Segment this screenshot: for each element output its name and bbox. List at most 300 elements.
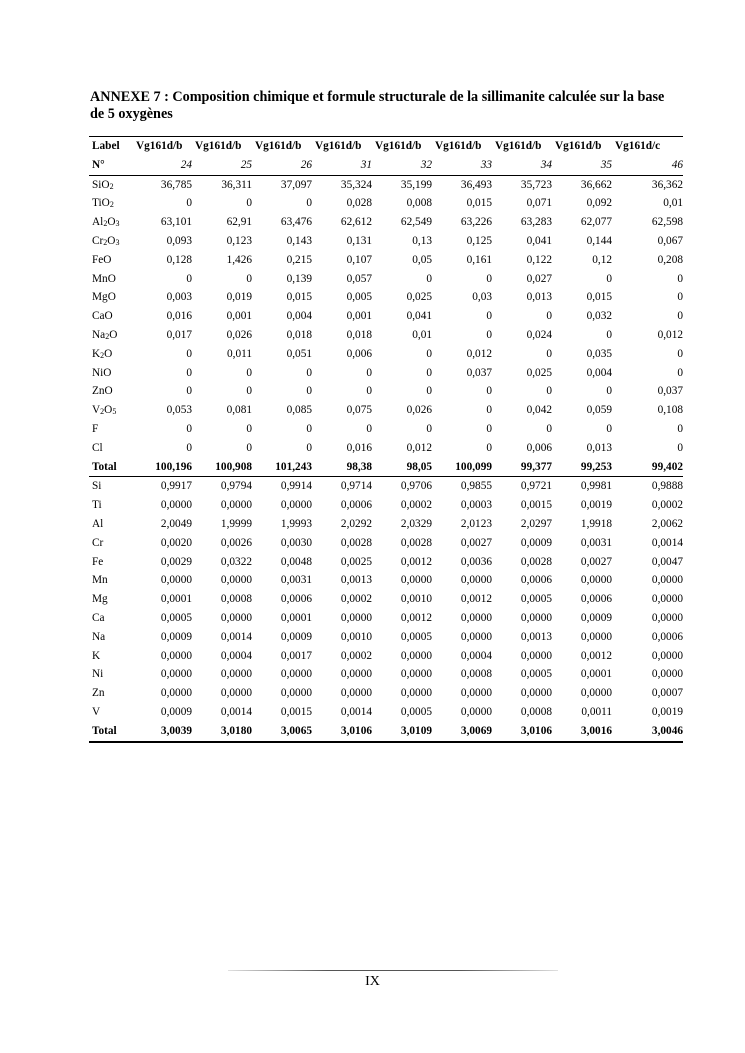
row-label: $K_2O$	[92, 347, 113, 360]
column-number: 33	[432, 156, 492, 175]
table-cell: 0,0006	[340, 499, 372, 512]
table-cell: 0,011	[227, 347, 252, 360]
table-cell: 0,0000	[400, 649, 432, 662]
table-cell: 0	[546, 347, 552, 360]
table-cell: 0,0030	[280, 536, 312, 549]
table-cell: 0	[186, 441, 192, 454]
table-cell: 0,092	[586, 197, 612, 210]
table-cell: 36,362	[651, 178, 683, 191]
table-cell: 0,0000	[340, 687, 372, 700]
table-cell: 0,0000	[280, 687, 312, 700]
table-row	[89, 458, 683, 477]
table-cell: 0,0000	[220, 668, 252, 681]
table-cell: 0,0031	[280, 574, 312, 587]
table-cell: 0,0011	[581, 705, 612, 718]
column-label: Vg161d/b	[192, 137, 252, 156]
table-cell: 0,071	[526, 197, 552, 210]
table-cell: 3,0180	[192, 722, 252, 742]
table-cell: 0	[246, 385, 252, 398]
table-cell: 0,067	[657, 234, 683, 247]
table-cell: 0	[186, 366, 192, 379]
table-cell: 0	[546, 422, 552, 435]
table-cell: 0,0002	[400, 499, 432, 512]
table-cell: 0,037	[466, 366, 492, 379]
table-cell: 0,0036	[460, 555, 492, 568]
table-cell: 0,0048	[280, 555, 312, 568]
table-cell: 0,053	[166, 404, 192, 417]
table-cell: 0,108	[657, 404, 683, 417]
table-cell: 0,0002	[651, 499, 683, 512]
table-row	[89, 477, 683, 496]
table-cell: 0,0000	[520, 611, 552, 624]
table-cell: 0	[246, 197, 252, 210]
row-label: Ca	[92, 611, 105, 624]
row-label: Si	[92, 480, 102, 493]
column-label: Vg161d/b	[372, 137, 432, 156]
table-cell: 1,9918	[580, 517, 612, 530]
column-label: Vg161d/c	[612, 137, 683, 156]
footer-divider	[228, 970, 558, 971]
table-cell: 0,0014	[340, 705, 372, 718]
table-cell: 0,0006	[280, 593, 312, 606]
table-cell: 0,161	[466, 253, 492, 266]
table-cell: 0,208	[657, 253, 683, 266]
header-row-labels	[89, 137, 683, 156]
table-cell: 0,0012	[580, 649, 612, 662]
table-cell: 0	[366, 385, 372, 398]
table-cell: 0,026	[226, 328, 252, 341]
column-label: Vg161d/b	[312, 137, 372, 156]
table-cell: 0,025	[526, 366, 552, 379]
table-cell: 0,0007	[651, 687, 683, 700]
row-label: Al	[92, 517, 104, 530]
table-cell: 0,0005	[400, 705, 432, 718]
table-row	[89, 345, 683, 364]
table-row	[89, 288, 683, 307]
table-cell: 0,004	[586, 366, 612, 379]
table-row	[89, 270, 683, 289]
table-cell: 36,493	[460, 178, 492, 191]
row-label: Fe	[92, 555, 104, 568]
table-cell: 0,0027	[460, 536, 492, 549]
table-cell: 0	[246, 272, 252, 285]
table-cell: 0,9794	[220, 480, 252, 493]
table-cell: 0	[186, 347, 192, 360]
table-cell: 0,0005	[160, 611, 192, 624]
table-row	[89, 515, 683, 534]
table-cell: 0	[606, 272, 612, 285]
table-cell: 0,9714	[340, 480, 372, 493]
column-number: 32	[372, 156, 432, 175]
table-cell: 0,0000	[160, 574, 192, 587]
table-cell: 62,91	[226, 216, 252, 229]
row-label: Total	[89, 722, 133, 742]
table-cell: 0,0029	[160, 555, 192, 568]
table-cell: 0,0000	[280, 499, 312, 512]
table-cell: 0,0015	[520, 499, 552, 512]
table-cell: 0	[486, 272, 492, 285]
table-cell: 0,0000	[340, 611, 372, 624]
table-cell: 0,025	[406, 291, 432, 304]
table-cell: 0	[426, 385, 432, 398]
table-cell: 0,0014	[220, 705, 252, 718]
table-row	[89, 590, 683, 609]
table-cell: 0,0012	[400, 555, 432, 568]
table-cell: 0	[426, 366, 432, 379]
table-cell: 0,019	[226, 291, 252, 304]
table-cell: 36,662	[580, 178, 612, 191]
table-row	[89, 420, 683, 439]
table-cell: 0	[186, 422, 192, 435]
table-cell: 0,075	[346, 404, 372, 417]
table-cell: 0,0008	[460, 668, 492, 681]
table-cell: 0,081	[226, 404, 252, 417]
table-row	[89, 364, 683, 383]
row-label: F	[92, 422, 99, 435]
table-cell: 0,9888	[651, 480, 683, 493]
table-cell: 0,0000	[340, 668, 372, 681]
table-cell: 0,0025	[340, 555, 372, 568]
table-cell: 0,0000	[651, 668, 683, 681]
table-cell: 100,196	[133, 458, 192, 477]
table-cell: 62,598	[651, 216, 683, 229]
table-cell: 0	[606, 328, 612, 341]
table-cell: 0,0000	[280, 668, 312, 681]
row-label: NiO	[92, 366, 112, 379]
table-cell: 0,093	[166, 234, 192, 247]
table-row	[89, 326, 683, 345]
table-cell: 0,12	[592, 253, 612, 266]
table-cell: 0,0000	[580, 630, 612, 643]
table-cell: 0,024	[526, 328, 552, 341]
table-row	[89, 553, 683, 572]
table-cell: 0,037	[657, 385, 683, 398]
table-cell: 35,324	[340, 178, 372, 191]
table-cell: 0,042	[526, 404, 552, 417]
table-cell: 2,0292	[340, 517, 372, 530]
table-cell: 0,0004	[220, 649, 252, 662]
row-label: Mn	[92, 574, 108, 587]
table-cell: 0	[546, 310, 552, 323]
table-cell: 0,143	[286, 234, 312, 247]
table-cell: 0	[606, 385, 612, 398]
table-row	[89, 628, 683, 647]
table-cell: 3,0069	[432, 722, 492, 742]
table-cell: 0,0020	[160, 536, 192, 549]
table-row	[89, 609, 683, 628]
table-cell: 0,0009	[280, 630, 312, 643]
table-cell: 0,0000	[160, 668, 192, 681]
table-cell: 0,0002	[340, 649, 372, 662]
table-cell: 0,027	[526, 272, 552, 285]
table-cell: 3,0016	[552, 722, 612, 742]
table-cell: 0,0008	[520, 705, 552, 718]
row-label: Cr	[92, 536, 104, 549]
table-cell: 0,9917	[160, 480, 192, 493]
table-cell: 0	[366, 422, 372, 435]
row-label: $Cr_2O_3$	[92, 234, 120, 247]
table-cell: 0,0026	[220, 536, 252, 549]
column-number: 35	[552, 156, 612, 175]
table-cell: 0	[486, 422, 492, 435]
table-cell: 0,05	[412, 253, 432, 266]
table-cell: 62,077	[580, 216, 612, 229]
table-cell: 0,0000	[580, 687, 612, 700]
table-row	[89, 307, 683, 326]
table-row	[89, 722, 683, 742]
table-cell: 63,476	[280, 216, 312, 229]
table-cell: 3,0046	[612, 722, 683, 742]
table-cell: 0,003	[166, 291, 192, 304]
table-cell: 0,01	[412, 328, 432, 341]
table-cell: 0,0027	[580, 555, 612, 568]
composition-table	[89, 136, 683, 743]
table-cell: 99,377	[492, 458, 552, 477]
table-cell: 0,0000	[400, 687, 432, 700]
row-label: MgO	[92, 291, 116, 304]
row-label: Cl	[92, 441, 103, 454]
table-cell: 0	[677, 291, 683, 304]
table-cell: 0	[186, 197, 192, 210]
table-cell: 0,215	[286, 253, 312, 266]
row-label: Zn	[92, 687, 105, 700]
row-label: K	[92, 649, 101, 662]
table-cell: 0,0047	[651, 555, 683, 568]
table-cell: 0,018	[346, 328, 372, 341]
column-number: 25	[192, 156, 252, 175]
table-cell: 0,026	[406, 404, 432, 417]
table-cell: 0,0000	[651, 593, 683, 606]
table-cell: 0,041	[526, 234, 552, 247]
table-cell: 0	[486, 328, 492, 341]
table-cell: 0,144	[586, 234, 612, 247]
table-cell: 0,035	[586, 347, 612, 360]
table-cell: 3,0065	[252, 722, 312, 742]
table-cell: 0,0009	[160, 630, 192, 643]
table-row	[89, 703, 683, 722]
row-label: $V_2O_5$	[92, 404, 117, 417]
table-cell: 0	[246, 422, 252, 435]
table-cell: 2,0297	[520, 517, 552, 530]
table-cell: 0,0009	[580, 611, 612, 624]
table-cell: 0,0004	[460, 649, 492, 662]
table-cell: 3,0106	[312, 722, 372, 742]
row-label: FeO	[92, 253, 112, 266]
table-cell: 0,0014	[651, 536, 683, 549]
table-cell: 0	[306, 366, 312, 379]
table-cell: 0	[486, 404, 492, 417]
table-cell: 2,0062	[651, 517, 683, 530]
table-cell: 0,122	[526, 253, 552, 266]
table-cell: 0,0000	[651, 574, 683, 587]
table-cell: 0,018	[286, 328, 312, 341]
table-cell: 0,0000	[400, 668, 432, 681]
table-cell: 0,0000	[651, 649, 683, 662]
table-cell: 0,0000	[220, 687, 252, 700]
table-cell: 62,612	[340, 216, 372, 229]
table-cell: 2,0049	[160, 517, 192, 530]
table-cell: 0	[246, 441, 252, 454]
label-header: Label	[89, 137, 133, 156]
table-cell: 0	[306, 441, 312, 454]
table-cell: 0	[606, 422, 612, 435]
table-cell: 0,107	[346, 253, 372, 266]
table-row	[89, 213, 683, 232]
table-cell: 0,005	[346, 291, 372, 304]
table-cell: 0,0000	[460, 687, 492, 700]
table-cell: 35,723	[520, 178, 552, 191]
table-cell: 0,0000	[160, 499, 192, 512]
table-cell: 0	[677, 366, 683, 379]
table-cell: 98,38	[312, 458, 372, 477]
table-cell: 0,085	[286, 404, 312, 417]
table-cell: 0,013	[586, 441, 612, 454]
column-label: Vg161d/b	[252, 137, 312, 156]
row-label: V	[92, 705, 101, 718]
table-row	[89, 571, 683, 590]
table-cell: 36,311	[221, 178, 252, 191]
table-cell: 100,908	[192, 458, 252, 477]
column-number: 46	[612, 156, 683, 175]
number-header: N°	[89, 156, 133, 175]
table-cell: 0,9706	[400, 480, 432, 493]
table-cell: 100,099	[432, 458, 492, 477]
table-cell: 0	[677, 347, 683, 360]
table-cell: 0	[486, 310, 492, 323]
table-cell: 0,0000	[400, 574, 432, 587]
page-number: IX	[365, 974, 380, 989]
table-cell: 0,01	[663, 197, 683, 210]
column-number: 24	[133, 156, 192, 175]
table-cell: 0,013	[526, 291, 552, 304]
table-cell: 37,097	[280, 178, 312, 191]
table-cell: 0,0028	[400, 536, 432, 549]
table-cell: 0,0322	[220, 555, 252, 568]
table-cell: 0,03	[472, 291, 492, 304]
table-row	[89, 251, 683, 270]
table-cell: 0	[486, 441, 492, 454]
table-cell: 62,549	[400, 216, 432, 229]
table-cell: 0,0028	[520, 555, 552, 568]
table-cell: 0,0000	[651, 611, 683, 624]
table-cell: 101,243	[252, 458, 312, 477]
table-cell: 3,0109	[372, 722, 432, 742]
table-cell: 0,012	[657, 328, 683, 341]
table-cell: 0	[426, 347, 432, 360]
table-cell: 0,015	[466, 197, 492, 210]
table-cell: 0,057	[346, 272, 372, 285]
column-number: 31	[312, 156, 372, 175]
table-cell: 0,0009	[520, 536, 552, 549]
table-cell: 0,016	[166, 310, 192, 323]
table-cell: 0,0017	[280, 649, 312, 662]
table-cell: 0	[677, 310, 683, 323]
table-cell: 63,101	[160, 216, 192, 229]
table-cell: 35,199	[400, 178, 432, 191]
table-row	[89, 496, 683, 515]
table-cell: 0,0008	[220, 593, 252, 606]
column-label: Vg161d/b	[552, 137, 612, 156]
table-cell: 0,0000	[460, 705, 492, 718]
row-label: TiO$_2$	[92, 197, 114, 210]
table-cell: 0,0000	[220, 611, 252, 624]
table-cell: 0,123	[226, 234, 252, 247]
table-cell: 3,0106	[492, 722, 552, 742]
table-cell: 0,0005	[400, 630, 432, 643]
table-cell: 0,128	[166, 253, 192, 266]
table-cell: 1,9999	[220, 517, 252, 530]
table-cell: 0,9855	[460, 480, 492, 493]
table-row	[89, 175, 683, 194]
table-cell: 3,0039	[133, 722, 192, 742]
column-label: Vg161d/b	[432, 137, 492, 156]
table-cell: 0,131	[346, 234, 372, 247]
page-title: ANNEXE 7 : Composition chimique et formule structurale de la sillimanite calculée sur la base de 5 oxygènes	[90, 89, 665, 122]
table-cell: 63,283	[520, 216, 552, 229]
table-cell: 0,0001	[280, 611, 312, 624]
column-label: Vg161d/b	[133, 137, 192, 156]
table-cell: 0,006	[526, 441, 552, 454]
table-cell: 0,0000	[160, 687, 192, 700]
table-cell: 0,017	[166, 328, 192, 341]
table-cell: 0,032	[586, 310, 612, 323]
row-label: CaO	[92, 310, 113, 323]
table-cell: 0,9981	[580, 480, 612, 493]
table-cell: 0	[486, 385, 492, 398]
table-cell: 0,0001	[580, 668, 612, 681]
table-row	[89, 382, 683, 401]
table-cell: 0,0028	[340, 536, 372, 549]
table-cell: 0,0005	[520, 668, 552, 681]
table-row	[89, 684, 683, 703]
row-label: Na	[92, 630, 106, 643]
table-cell: 0,0000	[460, 574, 492, 587]
table-cell: 0,0013	[520, 630, 552, 643]
table-cell: 0,0015	[280, 705, 312, 718]
table-cell: 0,0000	[160, 649, 192, 662]
table-cell: 0,0006	[651, 630, 683, 643]
table-cell: 0,0003	[460, 499, 492, 512]
row-label: Ni	[92, 668, 104, 681]
table-cell: 0,0001	[160, 593, 192, 606]
row-label: MnO	[92, 272, 116, 285]
table-cell: 0,001	[346, 310, 372, 323]
table-row	[89, 232, 683, 251]
table-cell: 0,0012	[460, 593, 492, 606]
table-cell: 2,0123	[460, 517, 492, 530]
table-cell: 99,402	[612, 458, 683, 477]
table-cell: 0,0019	[651, 705, 683, 718]
table-cell: 0,012	[466, 347, 492, 360]
column-number: 26	[252, 156, 312, 175]
table-cell: 0	[677, 422, 683, 435]
row-label: Total	[89, 458, 133, 477]
table-cell: 0,0031	[580, 536, 612, 549]
table-cell: 0,0010	[340, 630, 372, 643]
table-cell: 0,9721	[520, 480, 552, 493]
table-cell: 0,0019	[580, 499, 612, 512]
table-cell: 0,0000	[580, 574, 612, 587]
table-cell: 0,13	[412, 234, 432, 247]
table-cell: 0,0000	[220, 499, 252, 512]
column-number: 34	[492, 156, 552, 175]
table-cell: 0,125	[466, 234, 492, 247]
table-cell: 0,0012	[400, 611, 432, 624]
table-cell: 0,0014	[220, 630, 252, 643]
table-cell: 0,041	[406, 310, 432, 323]
table-cell: 0,0000	[520, 649, 552, 662]
table-cell: 0,0009	[160, 705, 192, 718]
